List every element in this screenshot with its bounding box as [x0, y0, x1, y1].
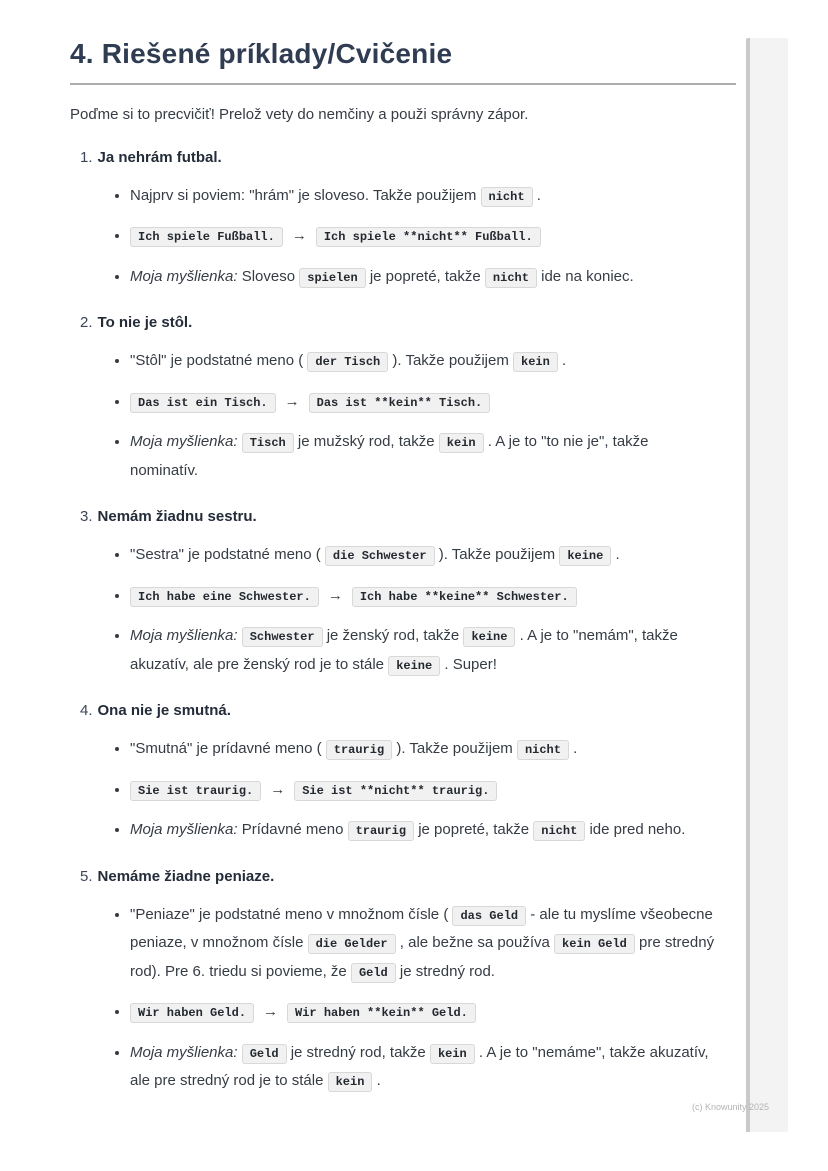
text-run: "Smutná" je prídavné meno ( — [130, 740, 326, 758]
code-chip: nicht — [485, 268, 537, 288]
text-run: je popreté, takže — [414, 821, 534, 839]
bullet-item — [130, 428, 715, 485]
exercise-number: 2. — [80, 314, 93, 332]
exercise-item — [80, 147, 736, 292]
code-chip: Tisch — [242, 433, 294, 453]
code-chip: kein — [439, 433, 484, 453]
bullet-item — [130, 347, 715, 376]
text-run: . — [532, 186, 541, 204]
bullet-list — [80, 182, 736, 292]
code-chip: Wir haben **kein** Geld. — [287, 1003, 476, 1023]
code-chip: nicht — [481, 187, 533, 207]
text-run: je stredný rod. — [395, 962, 495, 980]
arrow-right-icon: → — [284, 392, 300, 410]
code-chip: spielen — [299, 268, 365, 288]
text-run: . — [611, 546, 620, 564]
code-chip: keine — [388, 656, 440, 676]
code-chip: der Tisch — [307, 352, 388, 372]
code-chip: Ich habe **keine** Schwester. — [352, 587, 577, 607]
exercise-heading — [80, 147, 736, 168]
exercise-number: 5. — [80, 867, 93, 885]
code-chip: kein — [513, 352, 558, 372]
page-title: 4. Riešené príklady/Cvičenie — [70, 38, 453, 69]
bullet-item — [130, 816, 715, 845]
arrow-right-icon: → — [263, 1003, 279, 1021]
bullet-item — [130, 901, 715, 987]
code-chip: kein Geld — [554, 934, 635, 954]
text-run: "Peniaze" je podstatné meno v množnom čísle ( — [130, 905, 453, 923]
arrow-right-icon: → — [270, 780, 286, 798]
intro-text: Poďme si to precvičiť! Prelož vety do nemčiny a použi správny zápor. — [70, 106, 529, 123]
copyright-text: (c) Knowunity 2025 — [692, 1102, 770, 1112]
code-chip: Sie ist traurig. — [130, 781, 261, 801]
text-run: . — [557, 352, 567, 370]
code-chip: kein — [430, 1044, 475, 1064]
exercise-list — [70, 147, 736, 1096]
bullet-list — [80, 735, 736, 845]
code-chip: traurig — [348, 821, 414, 841]
bullet-item — [130, 182, 715, 211]
title-divider — [70, 83, 736, 85]
bullet-item — [130, 776, 715, 805]
exercise-title: To nie je stôl. — [97, 314, 193, 332]
text-run: Sloveso — [237, 267, 300, 285]
italic-label: Moja myšlienka: — [130, 627, 238, 645]
text-run: . — [568, 740, 578, 758]
code-chip: Ich spiele Fußball. — [130, 227, 283, 247]
text-run: ide pred neho. — [585, 821, 686, 839]
code-chip: Geld — [242, 1044, 287, 1064]
bullet-item — [130, 222, 715, 251]
bullet-list — [80, 347, 736, 485]
text-run: . Super! — [440, 655, 497, 673]
italic-label: Moja myšlienka: — [130, 433, 238, 451]
text-run: ). Takže použijem — [392, 740, 517, 758]
text-run: "Stôl" je podstatné meno ( — [130, 352, 308, 370]
code-chip: nicht — [533, 821, 585, 841]
code-chip: Geld — [351, 963, 396, 983]
scrollbar[interactable] — [746, 38, 788, 1132]
exercise-title: Ja nehrám futbal. — [97, 148, 222, 166]
exercise-heading — [80, 312, 736, 333]
exercise-number: 1. — [80, 148, 93, 166]
text-run: ide na koniec. — [536, 267, 634, 285]
code-chip: Sie ist **nicht** traurig. — [294, 781, 497, 801]
code-chip: keine — [559, 546, 611, 566]
code-chip: Wir haben Geld. — [130, 1003, 254, 1023]
exercise-title: Nemám žiadnu sestru. — [97, 508, 257, 526]
exercise-heading — [80, 700, 736, 721]
text-run: . A je to "to nie je", takže nominatív. — [130, 433, 649, 479]
arrow-right-icon: → — [291, 227, 307, 245]
bullet-item — [130, 263, 715, 292]
exercise-heading — [80, 866, 736, 887]
bullet-list — [80, 901, 736, 1096]
exercise-item — [80, 506, 736, 679]
arrow-right-icon: → — [327, 586, 343, 604]
exercise-item — [80, 700, 736, 845]
code-chip: das Geld — [452, 906, 526, 926]
code-chip: die Schwester — [325, 546, 435, 566]
bullet-item — [130, 541, 715, 570]
text-run: je stredný rod, takže — [286, 1043, 430, 1061]
bullet-item — [130, 582, 715, 611]
text-run: je mužský rod, takže — [293, 433, 439, 451]
exercise-heading — [80, 506, 736, 527]
code-chip: die Gelder — [308, 934, 396, 954]
italic-label: Moja myšlienka: — [130, 1043, 238, 1061]
text-run: . A je to "nemáme", takže akuzatív, ale pre stredný rod je to stále — [130, 1043, 709, 1090]
bullet-item — [130, 622, 715, 679]
text-run: Najprv si poviem: "hrám" je sloveso. Takže použijem — [130, 186, 481, 204]
exercise-number: 4. — [80, 702, 93, 720]
bullet-item — [130, 735, 715, 764]
code-chip: Das ist **kein** Tisch. — [309, 393, 491, 413]
document-content — [70, 38, 736, 1117]
code-chip: kein — [328, 1072, 373, 1092]
code-chip: nicht — [517, 740, 569, 760]
text-run: ). Takže použijem — [388, 352, 514, 370]
exercise-title: Ona nie je smutná. — [97, 702, 231, 720]
bullet-list — [80, 541, 736, 679]
exercise-item — [80, 866, 736, 1096]
code-chip: Das ist ein Tisch. — [130, 393, 276, 413]
exercise-number: 3. — [80, 508, 93, 526]
code-chip: traurig — [326, 740, 392, 760]
text-run: - ale tu myslíme všeobecne peniaze, v množnom čísle — [130, 905, 713, 952]
text-run: Prídavné meno — [237, 821, 348, 839]
text-run: "Sestra" je podstatné meno ( — [130, 546, 325, 564]
text-run: . A je to "nemám", takže akuzatív, ale pre ženský rod je to stále — [130, 627, 678, 673]
text-run: ). Takže použijem — [434, 546, 560, 564]
text-run: , ale bežne sa používa — [395, 934, 555, 952]
italic-label: Moja myšlienka: — [130, 821, 238, 839]
italic-label: Moja myšlienka: — [130, 267, 238, 285]
text-run: je ženský rod, takže — [322, 627, 464, 645]
exercise-title: Nemáme žiadne peniaze. — [97, 867, 275, 885]
code-chip: Ich spiele **nicht** Fußball. — [316, 227, 541, 247]
bullet-item — [130, 388, 715, 417]
text-run: je popreté, takže — [365, 267, 485, 285]
code-chip: keine — [463, 627, 515, 647]
code-chip: Ich habe eine Schwester. — [130, 587, 319, 607]
bullet-item — [130, 1039, 715, 1096]
exercise-item — [80, 312, 736, 485]
text-run: pre stredný rod). Pre 6. triedu si povieme, že — [130, 934, 715, 980]
text-run: . — [372, 1072, 381, 1090]
code-chip: Schwester — [242, 627, 323, 647]
bullet-item — [130, 998, 715, 1027]
